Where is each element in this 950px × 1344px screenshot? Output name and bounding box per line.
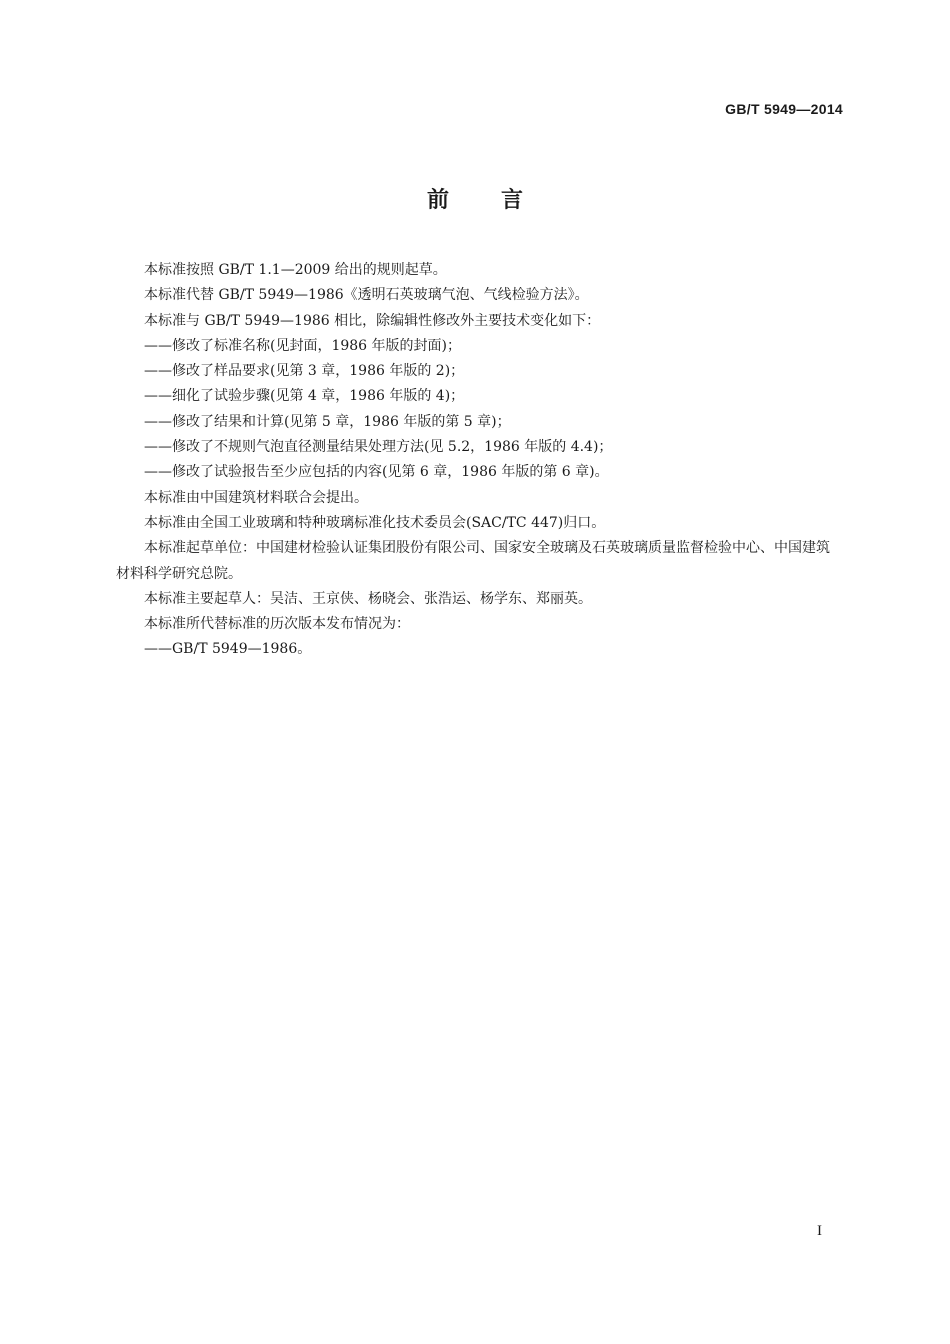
list-item: ——细化了试验步骤(见第 4 章，1986 年版的 4)； [144,388,465,405]
list-item: ——修改了不规则气泡直径测量结果处理方法(见 5.2，1986 年版的 4.4)； [144,439,613,456]
list-item: ——修改了结果和计算(见第 5 章，1986 年版的第 5 章)； [144,413,511,430]
list-item: ——修改了样品要求(见第 3 章，1986 年版的 2)； [144,363,465,380]
paragraph: 本标准主要起草人：吴洁、王京侠、杨晓会、张浩运、杨学东、郑丽英。 [144,590,592,607]
page-title: 前言 [426,188,575,213]
paragraph: 本标准按照 GB/T 1.1—2009 给出的规则起草。 [144,262,447,278]
paragraph: 本标准由中国建筑材料联合会提出。 [144,489,368,506]
paragraph: 本标准代替 GB/T 5949—1986《透明石英玻璃气泡、气线检验方法》。 [144,287,589,304]
paragraph: 本标准由全国工业玻璃和特种玻璃标准化技术委员会(SAC/TC 447)归口。 [144,514,606,531]
page-number: I [817,1223,822,1239]
list-item: ——修改了试验报告至少应包括的内容(见第 6 章，1986 年版的第 6 章)。 [144,464,609,481]
paragraph: 本标准起草单位：中国建材检验认证集团股份有限公司、国家安全玻璃及石英玻璃质量监督检验中心、中国建筑材料科学研究总院。 [116,540,830,582]
list-item: ——GB/T 5949—1986。 [144,641,312,658]
paragraph: 本标准所代替标准的历次版本发布情况为： [144,616,410,633]
standard-code: GB/T 5949—2014 [725,101,843,117]
list-item: ——修改了标准名称(见封面，1986 年版的封面)； [144,337,462,354]
foreword-body [116,258,836,663]
paragraph: 本标准与 GB/T 5949—1986 相比，除编辑性修改外主要技术变化如下： [144,312,601,329]
